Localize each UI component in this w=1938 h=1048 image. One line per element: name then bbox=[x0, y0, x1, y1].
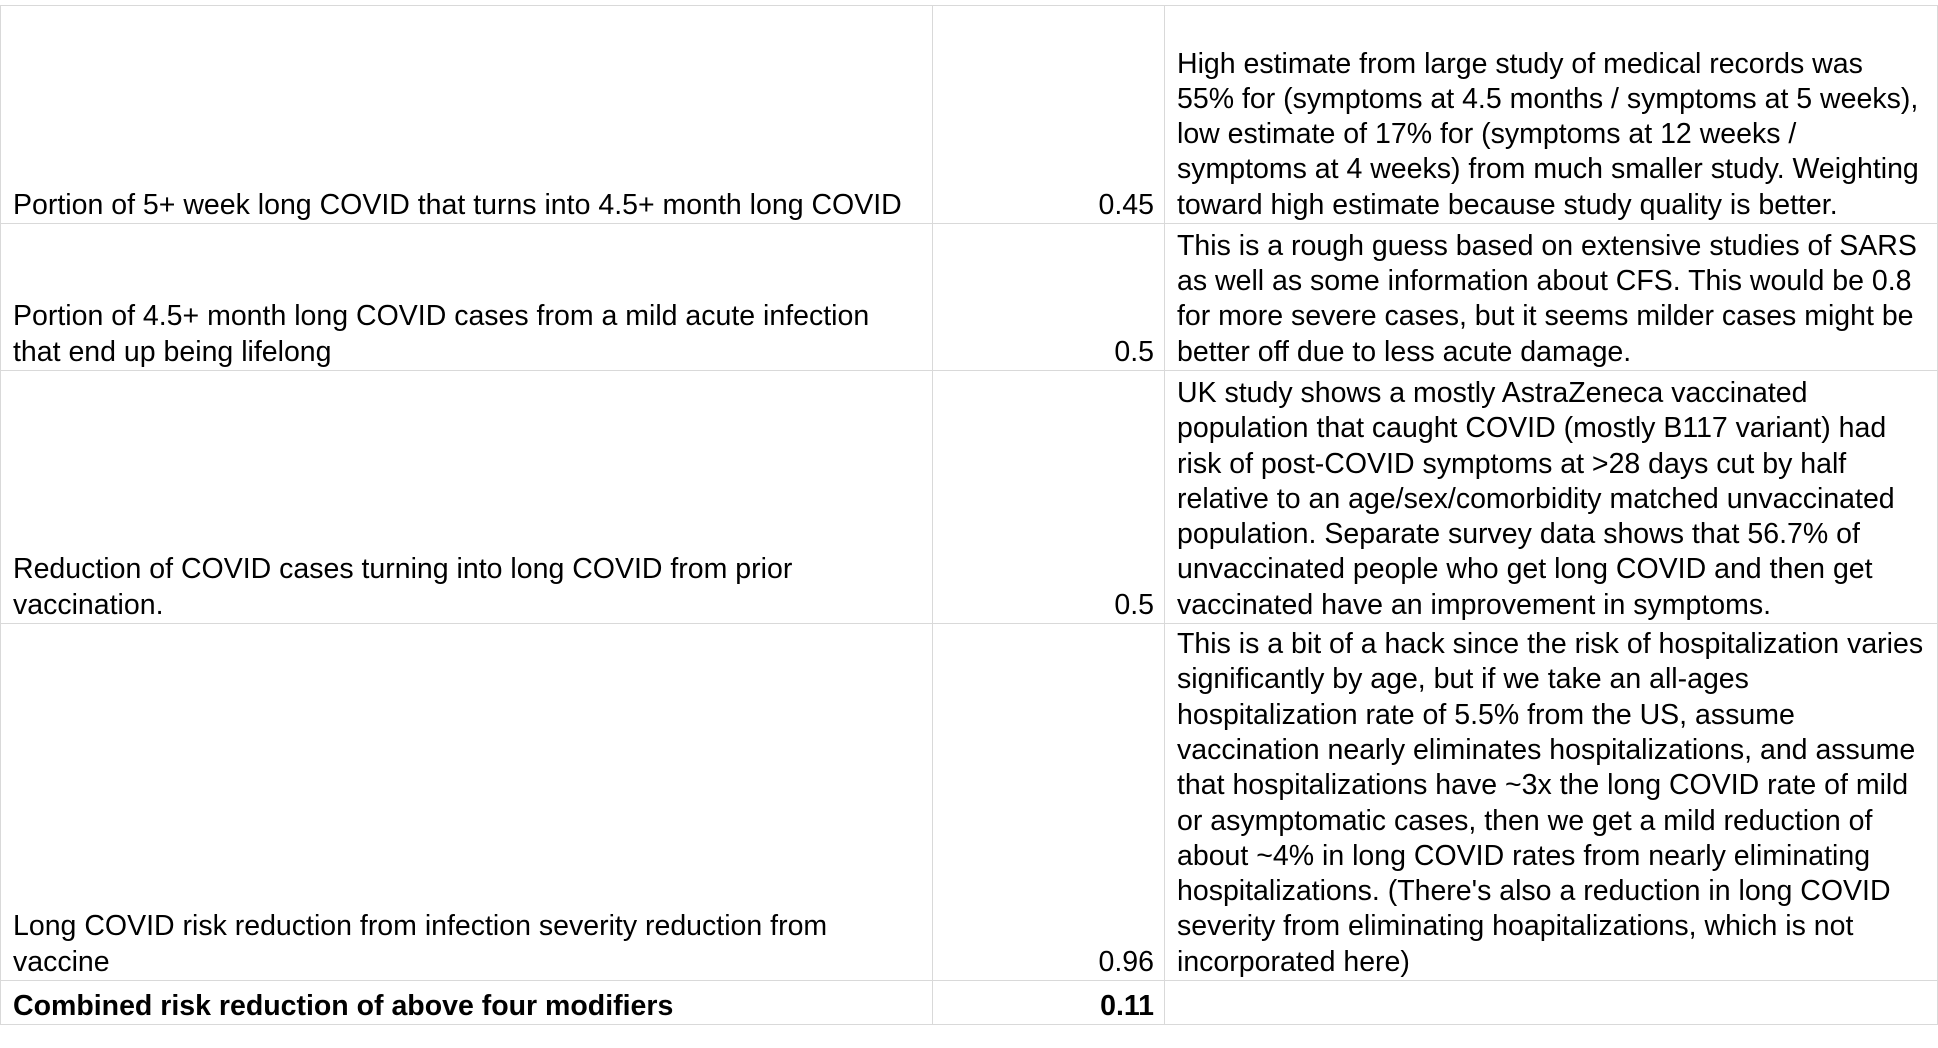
summary-row bbox=[1, 981, 1938, 1025]
summary-value[interactable]: 0.11 bbox=[933, 981, 1165, 1025]
spreadsheet-grid bbox=[0, 5, 1938, 1025]
table-row bbox=[1, 624, 1938, 981]
cell-value[interactable]: 0.5 bbox=[933, 371, 1165, 624]
cell-note[interactable]: UK study shows a mostly AstraZeneca vaccinated population that caught COVID (mostly B117 variant) had risk of post-COVID symptoms at >28 days cut by half relative to an age/sex/comorbidity matched unvaccinated population. Separate survey data shows that 56.7% of unvaccinated people who get long COVID and then get vaccinated have an improvement in symptoms. bbox=[1165, 371, 1938, 624]
cell-value[interactable]: 0.96 bbox=[933, 624, 1165, 981]
table-row bbox=[1, 6, 1938, 224]
cell-note[interactable]: High estimate from large study of medical records was 55% for (symptoms at 4.5 months / symptoms at 5 weeks), low estimate of 17% for (symptoms at 12 weeks / symptoms at 4 weeks) from much smaller study. Weighting toward high estimate because study quality is better. bbox=[1165, 6, 1938, 224]
cell-note[interactable]: This is a bit of a hack since the risk of hospitalization varies significantly by age, but if we take an all-ages hospitalization rate of 5.5% from the US, assume vaccination nearly eliminates hospitalizations, and assume that hospitalizations have ~3x the long COVID rate of mild or asymptomatic cases, then we get a mild reduction of about ~4% in long COVID rates from nearly eliminating hospitalizations. (There's also a reduction in long COVID severity from eliminating hoapitalizations, which is not incorporated here) bbox=[1165, 624, 1938, 981]
cell-label[interactable]: Portion of 5+ week long COVID that turns into 4.5+ month long COVID bbox=[1, 6, 933, 224]
table-row bbox=[1, 371, 1938, 624]
cell-value[interactable]: 0.45 bbox=[933, 6, 1165, 224]
cell-value[interactable]: 0.5 bbox=[933, 224, 1165, 371]
summary-label[interactable]: Combined risk reduction of above four modifiers bbox=[1, 981, 933, 1025]
summary-note[interactable] bbox=[1165, 981, 1938, 1025]
cell-note[interactable]: This is a rough guess based on extensive studies of SARS as well as some information about CFS. This would be 0.8 for more severe cases, but it seems milder cases might be better off due to less acute damage. bbox=[1165, 224, 1938, 371]
table-row bbox=[1, 224, 1938, 371]
cell-label[interactable]: Long COVID risk reduction from infection severity reduction from vaccine bbox=[1, 624, 933, 981]
cell-label[interactable]: Reduction of COVID cases turning into long COVID from prior vaccination. bbox=[1, 371, 933, 624]
cell-label[interactable]: Portion of 4.5+ month long COVID cases from a mild acute infection that end up being lifelong bbox=[1, 224, 933, 371]
